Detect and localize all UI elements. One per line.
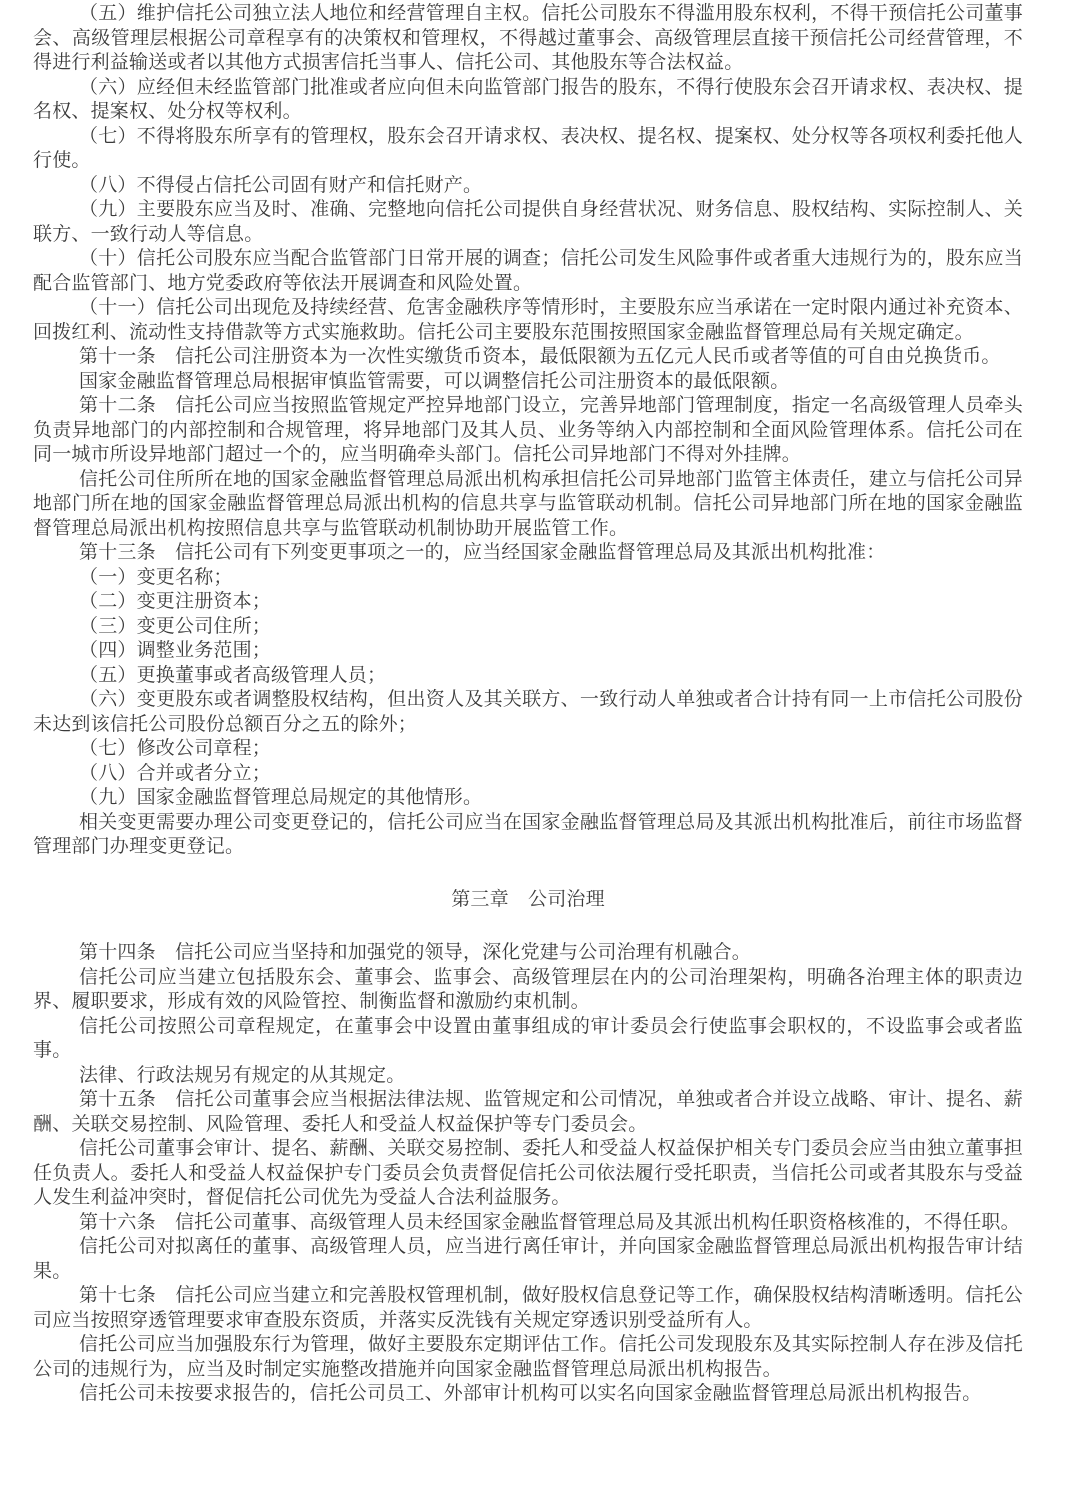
paragraph: （九）国家金融监督管理总局规定的其他情形。 — [79, 786, 483, 808]
paragraph: 信托公司按照公司章程规定，在董事会中设置由董事组成的审计委员会行使监事会职权的，不设监事会或者监事。 — [33, 1014, 1023, 1061]
paragraph: （十）信托公司股东应当配合监管部门日常开展的调查；信托公司发生风险事件或者重大违规行为的，股东应当配合监管部门、地方党委政府等依法开展调查和风险处置。 — [33, 247, 1023, 294]
paragraph: 第十二条 信托公司应当按照监管规定严控异地部门设立，完善异地部门管理制度，指定一名高级管理人员牵头负责异地部门的内部控制和合规管理，将异地部门及其人员、业务等纳入内部控制和全面风险管理体系。信托公司在同一城市所设异地部门超过一个的，应当明确牵头部门。信托公司异地部门不得对外挂牌。 — [33, 394, 1023, 465]
section-corporate-governance — [33, 939, 1023, 1406]
paragraph: （六）变更股东或者调整股权结构，但出资人及其关联方、一致行动人单独或者合计持有同一上市信托公司股份未达到该信托公司股份总额百分之五的除外； — [33, 688, 1023, 735]
paragraph: （八）不得侵占信托公司固有财产和信托财产。 — [79, 173, 483, 196]
paragraph: （二）变更注册资本； — [79, 590, 272, 612]
paragraph: 第十四条 信托公司应当坚持和加强党的领导，深化党建与公司治理有机融合。 — [79, 941, 752, 963]
paragraph: （一）变更名称； — [79, 565, 233, 588]
paragraph: 信托公司未按要求报告的，信托公司员工、外部审计机构可以实名向国家金融监督管理总局派出机构报告。 — [79, 1382, 982, 1404]
paragraph: 第十三条 信托公司有下列变更事项之一的，应当经国家金融监督管理总局及其派出机构批准： — [79, 541, 886, 563]
paragraph: （九）主要股东应当及时、准确、完整地向信托公司提供自身经营状况、财务信息、股权结构、实际控制人、关联方、一致行动人等信息。 — [33, 198, 1023, 245]
paragraph: （四）调整业务范围； — [79, 639, 272, 661]
paragraph: （三）变更公司住所； — [79, 614, 272, 637]
paragraph: 第十五条 信托公司董事会应当根据法律法规、监管规定和公司情况，单独或者合并设立战略、审计、提名、薪酬、关联交易控制、风险管理、委托人和受益人权益保护等专门委员会。 — [33, 1088, 1023, 1135]
paragraph: 信托公司董事会审计、提名、薪酬、关联交易控制、委托人和受益人权益保护相关专门委员会应当由独立董事担任负责人。委托人和受益人权益保护专门委员会负责督促信托公司依法履行受托职责，当信托公司或者其股东与受益人发生利益冲突时，督促信托公司优先为受益人合法利益服务。 — [33, 1137, 1023, 1208]
paragraph: 信托公司住所所在地的国家金融监督管理总局派出机构承担信托公司异地部门监管主体责任，建立与信托公司异地部门所在地的国家金融监督管理总局派出机构的信息共享与监管联动机制。信托公司异地部门所在地的国家金融监督管理总局派出机构按照信息共享与监管联动机制协助开展监管工作。 — [33, 467, 1023, 539]
paragraph: 信托公司应当加强股东行为管理，做好主要股东定期评估工作。信托公司发现股东及其实际控制人存在涉及信托公司的违规行为，应当及时制定实施整改措施并向国家金融监督管理总局派出机构报告。 — [33, 1333, 1023, 1380]
paragraph: 第十七条 信托公司应当建立和完善股权管理机制，做好股权信息登记等工作，确保股权结构清晰透明。信托公司应当按照穿透管理要求审查股东资质，并落实反洗钱有关规定穿透识别受益所有人。 — [33, 1284, 1023, 1331]
section-shareholder-obligations — [33, 0, 1023, 859]
paragraph: 信托公司应当建立包括股东会、董事会、监事会、高级管理层在内的公司治理架构，明确各治理主体的职责边界、履职要求，形成有效的风险管控、制衡监督和激励约束机制。 — [33, 965, 1023, 1012]
paragraph: （七）不得将股东所享有的管理权，股东会召开请求权、表决权、提名权、提案权、处分权等各项权利委托他人行使。 — [33, 124, 1023, 171]
paragraph: 第十六条 信托公司董事、高级管理人员未经国家金融监督管理总局及其派出机构任职资格核准的，不得任职。 — [79, 1210, 1020, 1233]
paragraph: 相关变更需要办理公司变更登记的，信托公司应当在国家金融监督管理总局及其派出机构批准后，前往市场监督管理部门办理变更登记。 — [33, 810, 1023, 857]
paragraph: 信托公司对拟离任的董事、高级管理人员，应当进行离任审计，并向国家金融监督管理总局派出机构报告审计结果。 — [33, 1235, 1023, 1282]
paragraph: （八）合并或者分立； — [79, 761, 272, 784]
paragraph: 法律、行政法规另有规定的从其规定。 — [79, 1063, 406, 1086]
paragraph: （十一）信托公司出现危及持续经营、危害金融秩序等情形时，主要股东应当承诺在一定时限内通过补充资本、回拨红利、流动性支持借款等方式实施救助。信托公司主要股东范围按照国家金融监督管理总局有关规定确定。 — [33, 296, 1023, 343]
paragraph: （五）维护信托公司独立法人地位和经营管理自主权。信托公司股东不得滥用股东权利，不得干预信托公司董事会、高级管理层根据公司章程享有的决策权和管理权，不得越过董事会、高级管理层直接干预信托公司经营管理，不得进行利益输送或者以其他方式损害信托当事人、信托公司、其他股东等合法权益。 — [33, 2, 1023, 73]
paragraph: 第十一条 信托公司注册资本为一次性实缴货币资本，最低限额为五亿元人民币或者等值的可自由兑换货币。 — [79, 345, 1001, 367]
paragraph: （五）更换董事或者高级管理人员； — [79, 663, 387, 686]
paragraph: 国家金融监督管理总局根据审慎监管需要，可以调整信托公司注册资本的最低限额。 — [79, 369, 790, 392]
paragraph: （七）修改公司章程； — [79, 737, 272, 759]
paragraph: （六）应经但未经监管部门批准或者应向但未向监管部门报告的股东，不得行使股东会召开请求权、表决权、提名权、提案权、处分权等权利。 — [33, 75, 1023, 122]
chapter-title: 第三章 公司治理 — [451, 887, 605, 910]
